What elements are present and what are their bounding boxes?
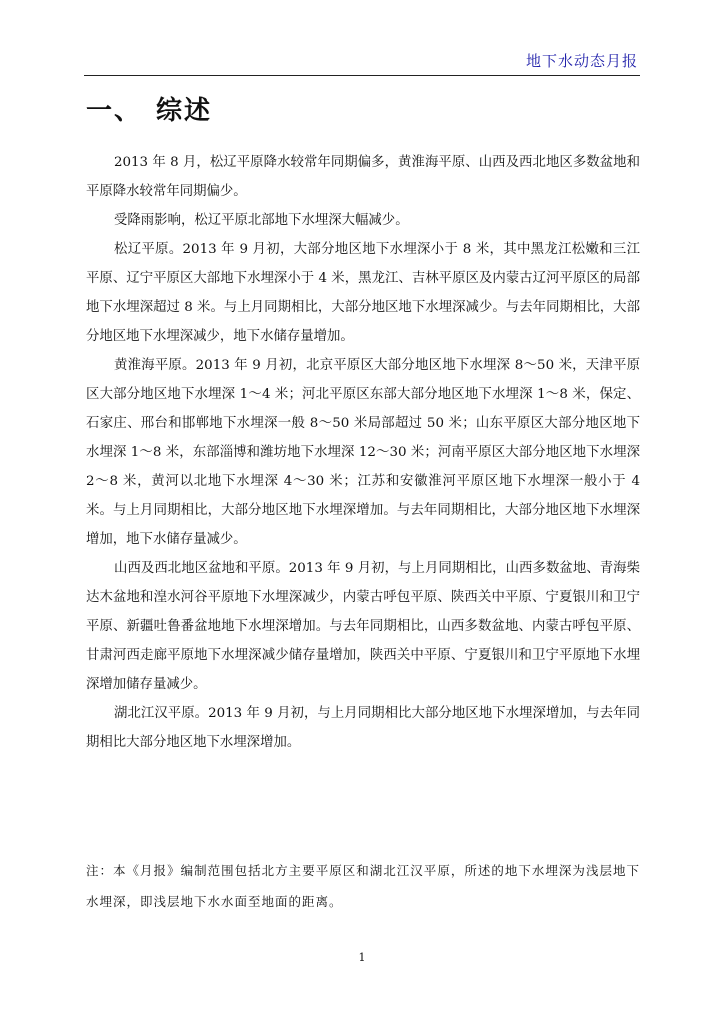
header-divider — [84, 75, 640, 76]
body-text — [86, 148, 640, 757]
paragraph-jianghan-plain: 湖北江汉平原。2013 年 9 月初，与上月同期相比大部分地区地下水埋深增加，与去年同期相比大部分地区地下水埋深增加。 — [86, 706, 640, 750]
paragraph-rainfall-overview: 2013 年 8 月，松辽平原降水较常年同期偏多，黄淮海平原、山西及西北地区多数盆地和平原降水较常年同期偏少。 — [86, 155, 640, 199]
section-number: 一、 — [86, 96, 143, 126]
footnote: 注：本《月报》编制范围包括北方主要平原区和湖北江汉平原，所述的地下水埋深为浅层地下水埋深，即浅层地下水水面至地面的距离。 — [86, 863, 640, 909]
paragraph-huanghuaihai-plain: 黄淮海平原。2013 年 9 月初，北京平原区大部分地区地下水埋深 8～50 米，天津平原区大部分地区地下水埋深 1～4 米；河北平原区东部大部分地区地下水埋深 1～8 米，保定、石家庄、邢台和邯郸地下水埋深一般 8～50 米局部超过 50 米；山东平原区大部分地区地下水埋深 1～8 米，东部淄博和潍坊地下水埋深 12～30 米；河南平原区大部分地区地下水埋深 2～8 米，黄河以北地下水埋深 4～30 米；江苏和安徽淮河平原区地下水埋深一般小于 4 米。与上月同期相比，大部分地区地下水埋深增加。与去年同期相比，大部分地区地下水埋深增加，地下水储存量减少。 — [86, 358, 640, 547]
paragraph-shanxi-northwest: 山西及西北地区盆地和平原。2013 年 9 月初，与上月同期相比，山西多数盆地、青海柴达木盆地和湟水河谷平原地下水埋深减少，内蒙古呼包平原、陕西关中平原、宁夏银川和卫宁平原、新疆吐鲁番盆地地下水埋深增加。与去年同期相比，山西多数盆地、内蒙古呼包平原、甘肃河西走廊平原地下水埋深减少储存量增加，陕西关中平原、宁夏银川和卫宁平原地下水埋深增加储存量减少。 — [86, 561, 640, 692]
section-title: 综述 — [156, 96, 213, 126]
section-heading — [86, 90, 212, 127]
paragraph-rain-impact: 受降雨影响，松辽平原北部地下水埋深大幅减少。 — [114, 213, 409, 228]
page-number: 1 — [358, 951, 366, 964]
paragraph-songliao-plain: 松辽平原。2013 年 9 月初，大部分地区地下水埋深小于 8 米，其中黑龙江松嫩和三江平原、辽宁平原区大部地下水埋深小于 4 米，黑龙江、吉林平原区及内蒙古辽河平原区的局部地下水埋深超过 8 米。与上月同期相比，大部分地区地下水埋深减少。与去年同期相比，大部分地区地下水埋深减少，地下水储存量增加。 — [86, 242, 640, 344]
running-header-title: 地下水动态月报 — [525, 52, 638, 70]
